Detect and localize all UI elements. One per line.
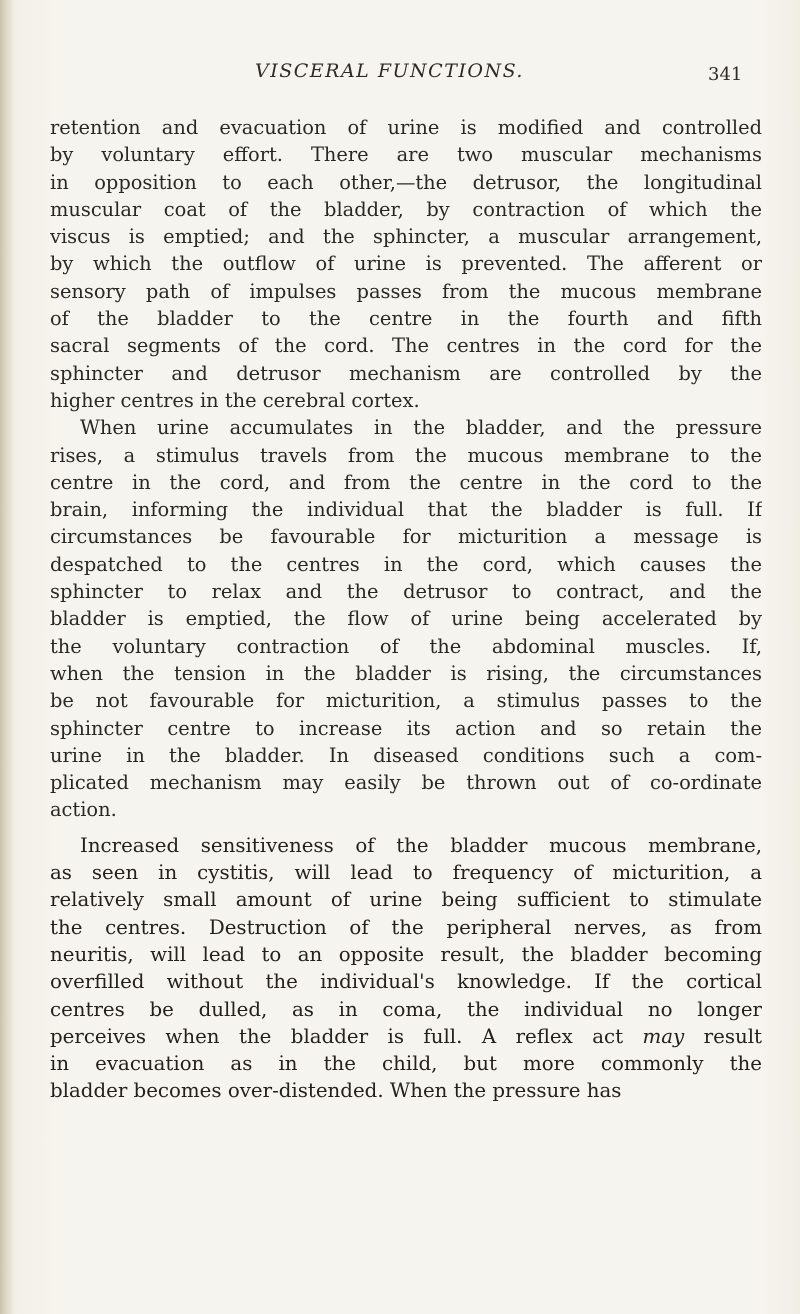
text-line: in evacuation as in the child, but more commonly the xyxy=(50,1052,762,1076)
text-line: bladder becomes over-distended. When the pressure has xyxy=(50,1079,622,1103)
text-line: When urine accumulates in the bladder, and the pressure xyxy=(80,416,762,440)
text-line: sphincter centre to increase its action and so retain the xyxy=(50,716,762,740)
paragraph-1 xyxy=(50,114,762,414)
running-title: VISCERAL FUNCTIONS. xyxy=(255,60,524,82)
emphasis-word: may xyxy=(642,1024,685,1048)
spine-shadow xyxy=(0,0,14,1314)
text-line: when the tension in the bladder is rising, the circumstances xyxy=(50,661,762,685)
body-text xyxy=(50,114,762,1105)
text-line: action. xyxy=(50,798,117,822)
paragraph-gap xyxy=(50,824,762,832)
text-line: plicated mechanism may easily be thrown out of co-ordinate xyxy=(50,771,762,795)
text-line: the centres. Destruction of the peripheral nerves, as from xyxy=(50,915,762,939)
text-line: overfilled without the individual's knowledge. If the cortical xyxy=(50,970,762,994)
text-line: relatively small amount of urine being sufficient to stimulate xyxy=(50,888,762,912)
text-line: rises, a stimulus travels from the mucous membrane to the xyxy=(50,443,762,467)
text-line: sphincter and detrusor mechanism are controlled by the xyxy=(50,361,762,385)
text-line-with-emphasis xyxy=(50,1023,762,1050)
text-line: Increased sensitiveness of the bladder mucous membrane, xyxy=(80,833,762,857)
text-line: higher centres in the cerebral cortex. xyxy=(50,388,420,412)
text-line: by which the outflow of urine is prevented. The afferent or xyxy=(50,252,762,276)
text-line: despatched to the centres in the cord, which causes the xyxy=(50,552,762,576)
text-line: circumstances be favourable for micturition a message is xyxy=(50,525,762,549)
emphasis-after: result xyxy=(684,1024,762,1048)
text-line: muscular coat of the bladder, by contraction of which the xyxy=(50,197,762,221)
text-line: the voluntary contraction of the abdominal muscles. If, xyxy=(50,634,762,658)
text-line: be not favourable for micturition, a stimulus passes to the xyxy=(50,689,762,713)
text-line: neuritis, will lead to an opposite result, the bladder becoming xyxy=(50,942,762,966)
text-line: sacral segments of the cord. The centres in the cord for the xyxy=(50,334,762,358)
text-line: by voluntary effort. There are two muscular mechanisms xyxy=(50,143,762,167)
emphasis-before: perceives when the bladder is full. A reflex act xyxy=(50,1024,643,1048)
text-line: as seen in cystitis, will lead to frequency of micturition, a xyxy=(50,861,762,885)
paragraph-3 xyxy=(50,832,762,1105)
text-line: sensory path of impulses passes from the mucous membrane xyxy=(50,279,762,303)
text-line: viscus is emptied; and the sphincter, a muscular arrangement, xyxy=(50,225,762,249)
running-head xyxy=(0,60,800,90)
text-line: sphincter to relax and the detrusor to contract, and the xyxy=(50,580,762,604)
text-line: retention and evacuation of urine is modified and controlled xyxy=(50,116,762,139)
text-line: brain, informing the individual that the bladder is full. If xyxy=(50,498,762,522)
text-line: centre in the cord, and from the centre in the cord to the xyxy=(50,470,762,494)
page-number: 341 xyxy=(708,64,743,85)
text-line: of the bladder to the centre in the fourth and fifth xyxy=(50,307,762,331)
text-line: urine in the bladder. In diseased conditions such a com- xyxy=(50,743,762,767)
paragraph-2 xyxy=(50,414,762,823)
text-line: centres be dulled, as in coma, the individual no longer xyxy=(50,997,762,1021)
text-line: bladder is emptied, the flow of urine being accelerated by xyxy=(50,607,762,631)
text-line: in opposition to each other,—the detrusor, the longitudinal xyxy=(50,170,762,194)
